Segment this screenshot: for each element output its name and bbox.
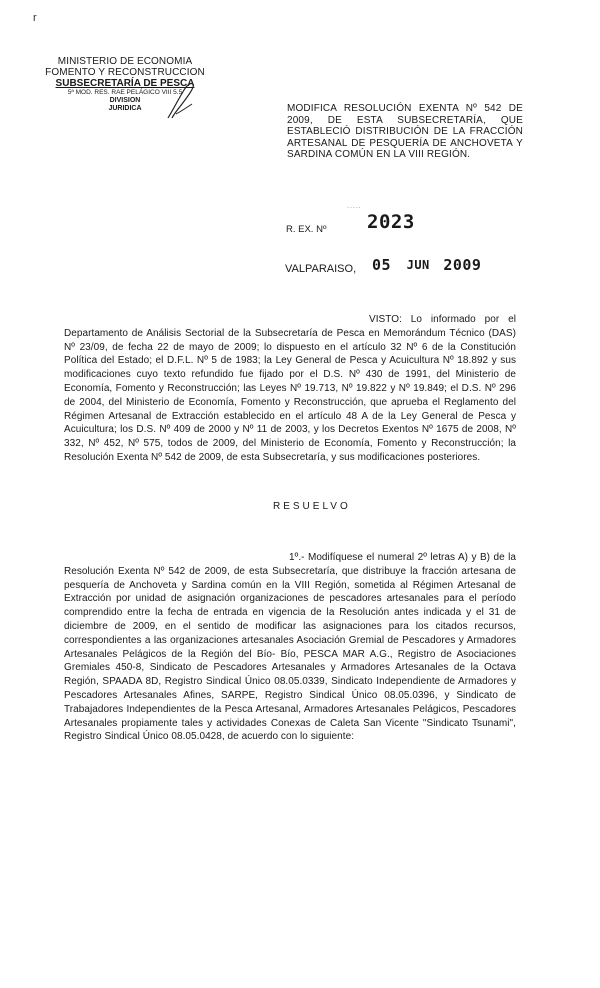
visto-paragraph: VISTO: Lo informado por el Departamento de Análisis Sectorial de la Subsecretaría de Pesca en Memorándum Técnico (DAS) Nº 23/09, de fecha 22 de mayo de 2009; lo dispuesto en el artículo 32 Nº 6 de la Constitución Política del Estado; el D.F.L. Nº 5 de 1983; la Ley General de Pesca y Acuicultura Nº 18.892 y sus modificaciones cuyo texto refundido fue fijado por el D.S. Nº 430 de 1991, del Ministerio de Economía, Fomento y Reconstrucción; las Leyes Nº 19.713, Nº 19.822 y Nº 19.849; el D.S. Nº 296 de 2004, del Ministerio de Economía, Fomento y Reconstrucción, que aprueba el Reglamento del Régimen Artesanal de Extracción establecido en el artículo 48 A de la Ley General de Pesca y Acuicultura; los D.S. Nº 409 de 2000 y Nº 11 de 2003, y los Decretos Exentos Nº 1675 de 2008, Nº 332, Nº 452, Nº 575, todos de 2009, del Ministerio de Economía, Fomento y Reconstrucción; la Resolución Exenta Nº 542 de 2009, de esta Subsecretaría, y sus modificaciones posteriores. [64,314,516,463]
resuelvo-heading: RESUELVO [273,501,351,512]
resolution-subject: MODIFICA RESOLUCIÓN EXENTA Nº 542 DE 2009, DE ESTA SUBSECRETARÍA, QUE ESTABLECIÓ DISTRIBUCIÓN DE LA FRACCIÓN ARTESANAL DE PESQUERÍA DE ANCHOVETA Y SARDINA COMÚN EN LA VIII REGIÓN. [287,103,523,161]
date-month: JUN [406,258,430,272]
resolution-number: 2023 [367,211,415,233]
letterhead-reference: 5ª MOD. RES. RAE PELÁGICO VIII 5.5 [67,89,183,96]
date-day: 05 [372,256,392,274]
place: VALPARAISO, [285,263,357,275]
dotted-mark: ..... [347,203,362,210]
letterhead-ministry: MINISTERIO DE ECONOMIA [57,56,193,67]
date-year: 2009 [443,256,482,274]
initials-signature [160,78,200,124]
letterhead-juridica: JURIDICA [108,105,142,112]
resolution-label: R. EX. Nº [286,224,327,235]
article-1-paragraph: 1º.- Modifíquese el numeral 2º letras A) y B) de la Resolución Exenta Nº 542 de 2009, de esta Subsecretaría, que distribuye la fracción artesana de pesquería de Anchoveta y Sardina común en la VIII Región, sometida al Régimen Artesanal de Extracción por unidad de asignación organizaciones de pescadores artesanales para el período comprendido entre la fecha de entrada en vigencia de la Resolución antes indicada y el 31 de diciembre de 2009, en el sentido de modificar las asignaciones para los citados recursos, correspondientes a las organizaciones artesanales Asociación Gremial de Pescadores y Armadores Artesanales Pelágicos de la Región del Bío- Bío, PESCA MAR A.G., Registro de Asociaciones Gremiales 450-8, Sindicato de Pescadores Artesanales y Armadores Artesanales de la Octava Región, SPAADA 8D, Registro Sindical Único 08.05.0339, Sindicato Independiente de Armadores y Pescadores Artesanales Afines, SARPE, Registro Sindical Único 08.05.0396, y Sindicato de Trabajadores Independientes de la Pesca Artesanal, Armadores Artesanales Pelágicos, Pescadores Artesanales propiamente tales y actividades Conexas de Caleta San Vicente "Sindicato Tsunami", Registro Sindical Único 08.05.0428, de acuerdo con lo siguiente: [64,552,516,743]
corner-mark: r [33,12,37,24]
letterhead-ministry-2: FOMENTO Y RECONSTRUCCION [45,67,205,78]
date-stamp [372,256,481,274]
letterhead-subsecretaria: SUBSECRETARÍA DE PESCA [55,78,195,89]
letterhead-division: DIVISION [109,97,141,104]
